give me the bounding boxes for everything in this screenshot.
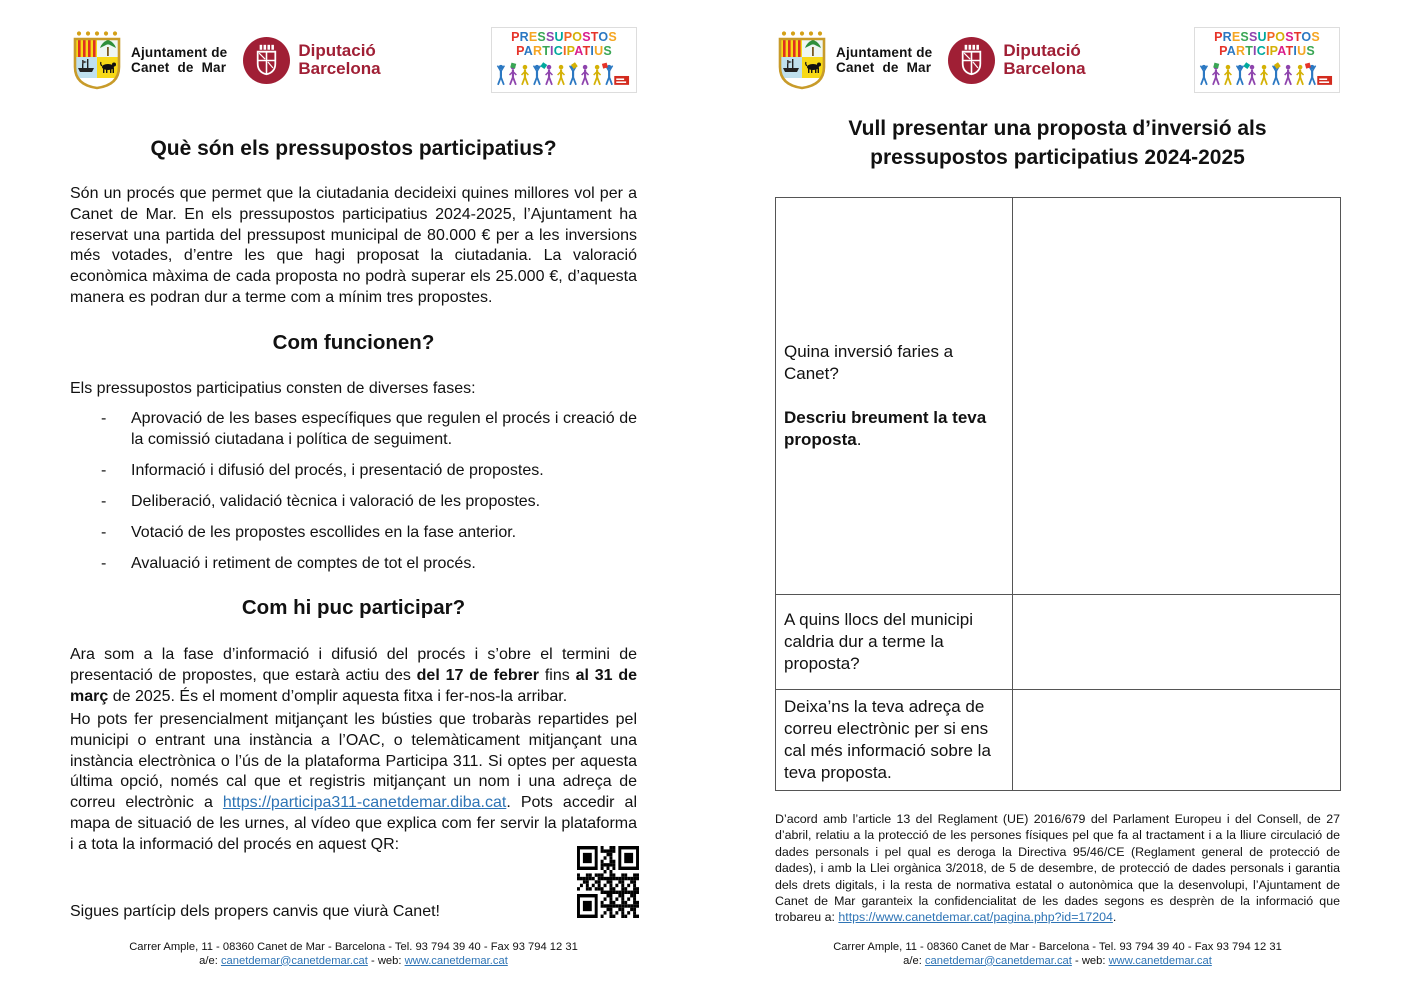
form-input-location[interactable] — [1013, 595, 1341, 690]
footer-contact: a/e: canetdemar@canetdemar.cat - web: www.canetdemar.cat — [903, 954, 1212, 967]
canet-coat-of-arms-icon — [70, 30, 124, 90]
instruction-text: Descriu breument la teva proposta. — [784, 408, 987, 449]
canet-logo — [775, 30, 932, 90]
page-footer — [70, 941, 637, 968]
section-title-participate: Com hi puc participar? — [241, 596, 466, 619]
question-text: Quina inversió faries a Canet? — [784, 342, 954, 383]
header-logos — [70, 26, 637, 94]
form-title-line2: pressupostos participatius 2024-2025 — [870, 146, 1245, 169]
pressupostos-participatius-logo — [1194, 27, 1340, 93]
phase-item: - Informació i difusió del procés, i presentació de propostes. — [70, 461, 637, 482]
intro-paragraph: Són un procés que permet que la ciutadania decideixi quines millores vol per a Canet de Mar. En els pressupostos participatius 2024-2025, l’Ajuntament ha reservat una partida del pressupost municipal de 80.000 € per a les inversions més votades, d’entre les que hagi proposat la ciutadania. La valoració econòmica màxima de cada proposta no podrà superar els 25.000 €, d’aquesta manera es podran dur a terme com a mínim tres propostes. — [70, 185, 637, 306]
left-page — [70, 0, 637, 1000]
form-input-proposal[interactable] — [1013, 198, 1341, 595]
diba-logo-text — [298, 42, 380, 79]
section-title-how: Com funcionen? — [272, 331, 435, 354]
participa-platform-link[interactable]: https://participa311-canetdemar.diba.cat — [222, 794, 507, 812]
privacy-link[interactable]: https://www.canetdemar.cat/pagina.php?id=17204 — [838, 910, 1113, 925]
diba-logo — [948, 37, 1085, 84]
email-link[interactable]: canetdemar@canetdemar.cat — [924, 954, 1072, 967]
form-question-location: A quins llocs del municipi caldria dur a terme la proposta? — [776, 595, 1013, 690]
canet-logo — [70, 30, 227, 90]
participate-text: Ara som a la fase d’informació i difusió del procés i s’obre el termini de presentació de propostes, que estarà actiu des — [70, 646, 637, 684]
pressupostos-logo-line1: PRESSUPOSTOS — [511, 30, 617, 44]
phase-item: - Deliberació, validació tècnica i valoració de les propostes. — [70, 492, 637, 513]
right-page — [775, 0, 1340, 1000]
diba-logo-text — [1003, 42, 1085, 79]
diba-logo — [243, 37, 380, 84]
page-footer — [775, 941, 1340, 968]
phase-item: - Aprovació de les bases específiques que regulen el procés i creació de la comissió ciutadana i política de seguiment. — [70, 409, 637, 451]
phase-item: - Votació de les propostes escollides en la fase anterior. — [70, 523, 637, 544]
canet-coat-of-arms-icon — [775, 30, 829, 90]
diba-logo-line2: Barcelona — [1003, 59, 1086, 78]
deadline-start: del 17 de febrer — [416, 666, 540, 684]
pressupostos-participatius-logo — [491, 27, 637, 93]
footer-address: Carrer Ample, 11 - 08360 Canet de Mar - Barcelona - Tel. 93 794 39 40 - Fax 93 794 12 31 — [129, 941, 578, 953]
closing-line: Sigues partícip dels propers canvis que viurà Canet! — [70, 903, 440, 920]
pressupostos-logo-line2: PARTICIPATIUS — [1219, 43, 1315, 58]
form-title-line1: Vull presentar una proposta d’inversió als — [848, 117, 1267, 140]
form-question-email: Deixa’ns la teva adreça de correu electrònic per si ens cal més informació sobre la teva proposta. — [776, 690, 1013, 791]
form-input-email[interactable] — [1013, 690, 1341, 791]
table-row — [776, 690, 1341, 791]
diba-logo-line1: Diputació — [298, 40, 376, 60]
diba-logo-line2: Barcelona — [298, 59, 381, 78]
pressupostos-logo-line2: PARTICIPATIUS — [516, 43, 612, 58]
diba-logo-icon — [243, 37, 290, 84]
diba-logo-line1: Diputació — [1003, 40, 1081, 60]
page-title: Què són els pressupostos participatius? — [150, 137, 557, 160]
email-link[interactable]: canetdemar@canetdemar.cat — [220, 954, 368, 967]
canet-logo-line2: Canet de Mar — [131, 60, 227, 75]
footer-address: Carrer Ample, 11 - 08360 Canet de Mar - Barcelona - Tel. 93 794 39 40 - Fax 93 794 12 31 — [833, 941, 1282, 953]
qr-code — [577, 846, 639, 918]
canet-logo-text — [836, 45, 932, 76]
participate-paragraph: Ara som a la fase d’informació i difusió del procés i s’obre el termini de presentació de propostes, que estarà actiu des del 17 de febrer fins al 31 de març de 2025. És el moment d’omplir aquesta fitxa i fer-nos-la arribar. — [70, 646, 637, 705]
web-link[interactable]: www.canetdemar.cat — [1108, 954, 1212, 967]
web-link[interactable]: www.canetdemar.cat — [404, 954, 508, 967]
privacy-notice: D’acord amb l’article 13 del Reglament (UE) 2016/679 del Parlament Europeu i del Consell, de 27 d’abril, relatiu a la protecció de les persones físiques pel que fa al tractament i a la lliure circulació de dades personals i pel qual es deroga la Directiva 95/46/CE (Reglament general de protecció de dades), i amb la Llei orgànica 3/2018, de 5 de desembre, de protecció de dades personals i garantia dels drets digitals, i la resta de normativa estatal o autonòmica que la desenvolupi, l’Ajuntament de Canet de Mar garanteix la confidencialitat de les dades segons es desprèn de la informació que trobareu a: https://www.canetdemar.cat/pagina.php?id=17204. — [775, 812, 1340, 925]
footer-contact: a/e: canetdemar@canetdemar.cat - web: www.canetdemar.cat — [199, 954, 508, 967]
table-row — [776, 595, 1341, 690]
table-row — [776, 198, 1341, 595]
pressupostos-logo-line1: PRESSUPOSTOS — [1214, 30, 1320, 44]
canet-logo-text — [131, 45, 227, 76]
header-logos — [775, 26, 1340, 94]
form-title — [775, 114, 1340, 172]
canet-logo-line1: Ajuntament de — [131, 44, 228, 60]
canet-logo-line1: Ajuntament de — [836, 44, 933, 60]
people-illustration — [1198, 61, 1336, 88]
canet-logo-line2: Canet de Mar — [836, 60, 932, 75]
form-question-proposal — [776, 198, 1013, 595]
how-lead: Els pressupostos participatius consten de diverses fases: — [70, 380, 476, 397]
proposal-form-table — [775, 197, 1341, 791]
phases-list — [70, 409, 637, 585]
people-illustration — [495, 61, 633, 88]
diba-logo-icon — [948, 37, 995, 84]
channels-paragraph: Ho pots fer presencialment mitjançant les bústies que trobaràs repartides pel municipi o entrant una instància a l’OAC, o telemàticament mitjançant una instància electrònica o l’ús de la plataforma Participa 311. Si optes per aquesta última opció, només cal que et registris mitjançant un nom i una adreça de correu electrònic a https://participa311-canetdemar.diba.cat. Pots accedir al mapa de situació de les urnes, al vídeo que explica com fer servir la plataforma i a tota la informació del procés en aquest QR: — [70, 711, 638, 853]
deadline-end: al 31 de març — [70, 666, 637, 705]
phase-item: - Avaluació i retiment de comptes de tot el procés. — [70, 554, 637, 575]
